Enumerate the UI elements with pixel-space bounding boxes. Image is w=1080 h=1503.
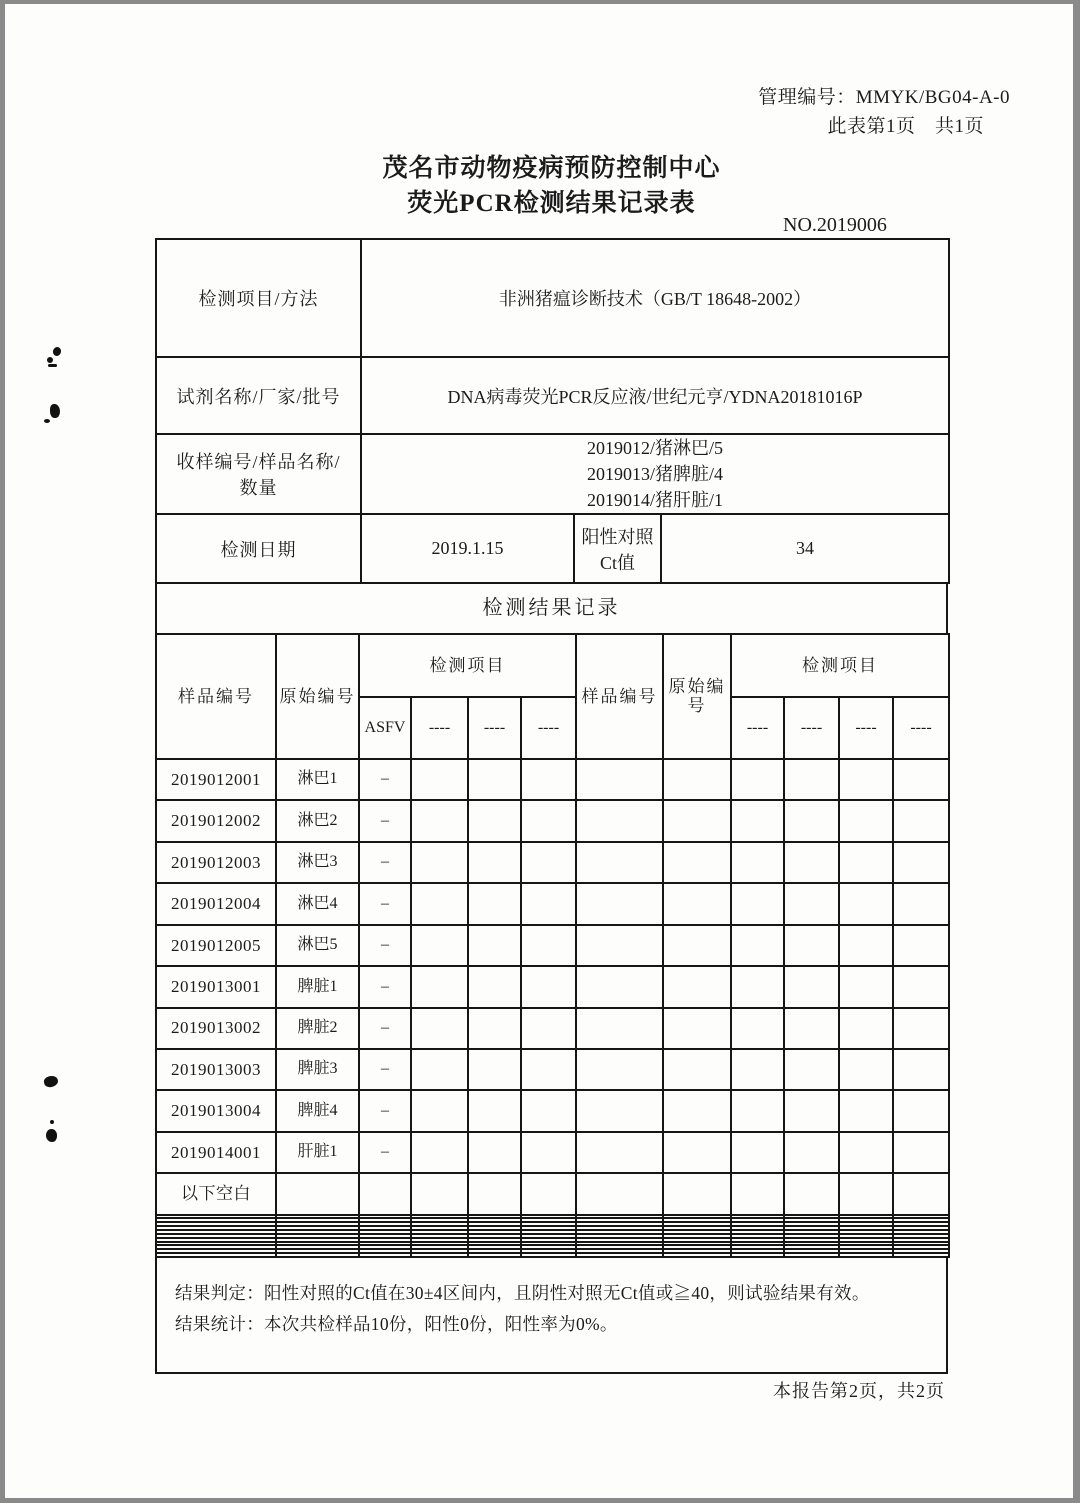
- table-row: [156, 883, 949, 924]
- original-id-cell: [663, 842, 731, 883]
- original-id-cell: 淋巴3: [276, 842, 359, 883]
- test-result-cell: [784, 1049, 839, 1090]
- test-result-cell: [839, 759, 893, 800]
- test-result-cell: –: [359, 883, 411, 924]
- original-id-cell: 肝脏1: [276, 1132, 359, 1173]
- test-col-header: ASFV: [359, 697, 411, 759]
- test-result-cell: [893, 1132, 949, 1173]
- table-row: [156, 357, 949, 434]
- form-body: [155, 238, 948, 1374]
- original-id-cell: 脾脏3: [276, 1049, 359, 1090]
- test-result-cell: [521, 1173, 576, 1214]
- test-result-cell: [359, 1173, 411, 1214]
- ink-speck: [46, 1129, 57, 1142]
- test-result-cell: [731, 1008, 784, 1049]
- test-result-cell: [893, 1049, 949, 1090]
- original-id-cell: [663, 1132, 731, 1173]
- test-result-cell: [411, 1132, 468, 1173]
- sample-id-cell: 2019012001: [156, 759, 276, 800]
- original-id-cell: [663, 966, 731, 1007]
- test-result-cell: [784, 1008, 839, 1049]
- sheet-page-note: 此表第1页 共1页: [827, 116, 984, 137]
- blank-note-row: [156, 1173, 949, 1214]
- test-result-cell: [521, 759, 576, 800]
- test-result-cell: [411, 1008, 468, 1049]
- test-result-cell: –: [359, 966, 411, 1007]
- sample-id-cell: [576, 1173, 663, 1214]
- original-id-header: 原始编号: [276, 634, 359, 759]
- test-result-cell: [731, 1049, 784, 1090]
- test-result-cell: [468, 966, 521, 1007]
- test-result-cell: [893, 1008, 949, 1049]
- original-id-cell: 淋巴5: [276, 925, 359, 966]
- results-section-title: 检测结果记录: [155, 582, 948, 635]
- test-result-cell: [521, 1049, 576, 1090]
- original-id-cell: [663, 925, 731, 966]
- table-row: [156, 1008, 949, 1049]
- test-result-cell: [411, 883, 468, 924]
- test-result-cell: [411, 966, 468, 1007]
- test-result-cell: –: [359, 1090, 411, 1131]
- original-id-cell: [663, 1049, 731, 1090]
- test-method-label: 检测项目/方法: [156, 239, 361, 357]
- test-method-value: 非洲猪瘟诊断技术（GB/T 18648-2002）: [361, 239, 949, 357]
- table-row: [156, 1132, 949, 1173]
- original-id-cell: [663, 1173, 731, 1214]
- sample-id-cell: 2019013004: [156, 1090, 276, 1131]
- original-id-cell: [663, 883, 731, 924]
- test-result-cell: [731, 1090, 784, 1131]
- results-header-row: [156, 634, 949, 697]
- sample-id-cell: [576, 800, 663, 841]
- sample-id-header: 样品编号: [156, 634, 276, 759]
- conclusion-statistics: 结果统计：本次共检样品10份，阳性0份，阳性率为0%。: [175, 1314, 618, 1334]
- test-col-header: ----: [784, 697, 839, 759]
- test-result-cell: [784, 966, 839, 1007]
- original-id-cell: 脾脏4: [276, 1090, 359, 1131]
- test-result-cell: [731, 842, 784, 883]
- test-result-cell: [468, 883, 521, 924]
- test-date-label: 检测日期: [156, 514, 361, 583]
- table-row: [156, 514, 949, 583]
- sample-id-cell: [576, 1090, 663, 1131]
- conclusion-box: [155, 1256, 948, 1374]
- form-title: 荧光PCR检测结果记录表: [407, 190, 696, 217]
- test-result-cell: [411, 1090, 468, 1131]
- test-result-cell: [468, 1090, 521, 1131]
- test-result-cell: [893, 925, 949, 966]
- test-result-cell: [411, 925, 468, 966]
- original-id-cell: [276, 1173, 359, 1214]
- test-result-cell: [784, 759, 839, 800]
- sample-line: 2019014/猪肝脏/1: [587, 490, 724, 510]
- test-result-cell: –: [359, 1132, 411, 1173]
- test-result-cell: [839, 1008, 893, 1049]
- test-result-cell: –: [359, 1049, 411, 1090]
- test-col-header: ----: [411, 697, 468, 759]
- test-result-cell: [839, 966, 893, 1007]
- test-result-cell: –: [359, 842, 411, 883]
- sample-id-cell: 2019013001: [156, 966, 276, 1007]
- test-result-cell: –: [359, 800, 411, 841]
- test-result-cell: [893, 800, 949, 841]
- report-page-note: 本报告第2页，共2页: [773, 1381, 945, 1401]
- test-result-cell: [839, 1132, 893, 1173]
- test-result-cell: [468, 1173, 521, 1214]
- sample-id-cell: [576, 966, 663, 1007]
- test-result-cell: [468, 1132, 521, 1173]
- test-result-cell: [521, 966, 576, 1007]
- results-table: [155, 633, 950, 1258]
- conclusion-judgement: 结果判定：阳性对照的Ct值在30±4区间内，且阴性对照无Ct值或≧40，则试验结果有效。: [175, 1283, 870, 1303]
- sample-id-header: 样品编号: [576, 634, 663, 759]
- sample-id-cell: 2019014001: [156, 1132, 276, 1173]
- table-row: [156, 1090, 949, 1131]
- original-id-cell: 脾脏1: [276, 966, 359, 1007]
- record-number: NO.2019006: [783, 214, 887, 236]
- results-tbody: [156, 759, 949, 1257]
- sample-id-cell: 2019012004: [156, 883, 276, 924]
- test-col-header: ----: [521, 697, 576, 759]
- test-result-cell: [839, 883, 893, 924]
- original-id-cell: 淋巴4: [276, 883, 359, 924]
- original-id-header: 原始编号: [663, 634, 731, 759]
- ink-speck: [44, 419, 50, 423]
- ink-speck: [50, 404, 60, 418]
- test-result-cell: [521, 1132, 576, 1173]
- test-result-cell: [521, 1090, 576, 1131]
- sample-id-cell: 以下空白: [156, 1173, 276, 1214]
- test-result-cell: [468, 1049, 521, 1090]
- test-col-header: ----: [731, 697, 784, 759]
- test-result-cell: [521, 800, 576, 841]
- test-result-cell: [411, 1173, 468, 1214]
- ink-speck: [50, 1120, 54, 1124]
- test-result-cell: [893, 883, 949, 924]
- test-result-cell: [521, 925, 576, 966]
- positive-control-ct-label: 阳性对照Ct值: [574, 514, 661, 583]
- sample-id-cell: 2019012003: [156, 842, 276, 883]
- test-result-cell: [411, 842, 468, 883]
- org-title: 茂名市动物疫病预防控制中心: [382, 155, 721, 182]
- sample-id-cell: [576, 842, 663, 883]
- test-result-cell: [731, 759, 784, 800]
- sample-id-cell: 2019013003: [156, 1049, 276, 1090]
- original-id-cell: [663, 1008, 731, 1049]
- sample-id-cell: 2019012005: [156, 925, 276, 966]
- original-id-cell: 淋巴1: [276, 759, 359, 800]
- table-row: [156, 1049, 949, 1090]
- test-result-cell: [839, 1049, 893, 1090]
- test-result-cell: –: [359, 925, 411, 966]
- original-id-cell: 脾脏2: [276, 1008, 359, 1049]
- test-result-cell: [839, 1090, 893, 1131]
- test-result-cell: [731, 1173, 784, 1214]
- sample-id-cell: [576, 1049, 663, 1090]
- original-id-cell: [663, 800, 731, 841]
- table-row: [156, 966, 949, 1007]
- test-result-cell: [731, 800, 784, 841]
- sample-id-cell: [576, 883, 663, 924]
- test-result-cell: [784, 1090, 839, 1131]
- sample-id-cell: [576, 1132, 663, 1173]
- table-row: [156, 800, 949, 841]
- management-number: 管理编号：MMYK/BG04-A-0: [758, 87, 1010, 108]
- test-date-value: 2019.1.15: [361, 514, 574, 583]
- test-result-cell: [468, 1008, 521, 1049]
- ink-speck: [48, 364, 57, 367]
- test-result-cell: [784, 925, 839, 966]
- test-result-cell: [893, 842, 949, 883]
- test-result-cell: [411, 800, 468, 841]
- test-result-cell: [893, 1173, 949, 1214]
- test-result-cell: [784, 1173, 839, 1214]
- test-result-cell: [784, 1132, 839, 1173]
- test-result-cell: –: [359, 1008, 411, 1049]
- test-result-cell: [468, 800, 521, 841]
- ink-speck: [47, 357, 53, 363]
- test-col-header: ----: [468, 697, 521, 759]
- test-item-group-header: 检测项目: [359, 634, 576, 697]
- table-row: [156, 925, 949, 966]
- test-result-cell: [411, 759, 468, 800]
- test-result-cell: [784, 842, 839, 883]
- test-result-cell: [893, 759, 949, 800]
- sample-line: 2019012/猪淋巴/5: [587, 438, 724, 458]
- test-result-cell: [839, 925, 893, 966]
- test-result-cell: –: [359, 759, 411, 800]
- table-row: [156, 759, 949, 800]
- test-result-cell: [731, 966, 784, 1007]
- sample-id-cell: 2019012002: [156, 800, 276, 841]
- original-id-cell: 淋巴2: [276, 800, 359, 841]
- test-item-group-header: 检测项目: [731, 634, 949, 697]
- reagent-label: 试剂名称/厂家/批号: [156, 357, 361, 434]
- test-result-cell: [839, 842, 893, 883]
- original-id-cell: [663, 1090, 731, 1131]
- positive-control-ct-value: 34: [661, 514, 949, 583]
- test-result-cell: [411, 1049, 468, 1090]
- table-row: [156, 434, 949, 514]
- test-result-cell: [468, 759, 521, 800]
- test-result-cell: [521, 842, 576, 883]
- reagent-value: DNA病毒荧光PCR反应液/世纪元亨/YDNA20181016P: [361, 357, 949, 434]
- test-result-cell: [731, 925, 784, 966]
- original-id-cell: [663, 759, 731, 800]
- test-result-cell: [893, 1090, 949, 1131]
- sample-line: 2019013/猪脾脏/4: [587, 464, 724, 484]
- sample-id-cell: 2019013002: [156, 1008, 276, 1049]
- test-result-cell: [839, 800, 893, 841]
- test-result-cell: [839, 1173, 893, 1214]
- sample-ids-label: 收样编号/样品名称/数量: [156, 434, 361, 514]
- info-table: [155, 238, 950, 584]
- test-result-cell: [731, 883, 784, 924]
- test-result-cell: [468, 925, 521, 966]
- table-row: [156, 239, 949, 357]
- sample-id-cell: [576, 759, 663, 800]
- test-result-cell: [468, 842, 521, 883]
- test-result-cell: [521, 1008, 576, 1049]
- test-col-header: ----: [839, 697, 893, 759]
- sample-ids-value: [361, 434, 949, 514]
- sample-id-cell: [576, 1008, 663, 1049]
- sample-id-cell: [576, 925, 663, 966]
- test-result-cell: [521, 883, 576, 924]
- table-row: [156, 842, 949, 883]
- test-result-cell: [784, 883, 839, 924]
- test-result-cell: [893, 966, 949, 1007]
- test-result-cell: [784, 800, 839, 841]
- test-col-header: ----: [893, 697, 949, 759]
- test-result-cell: [731, 1132, 784, 1173]
